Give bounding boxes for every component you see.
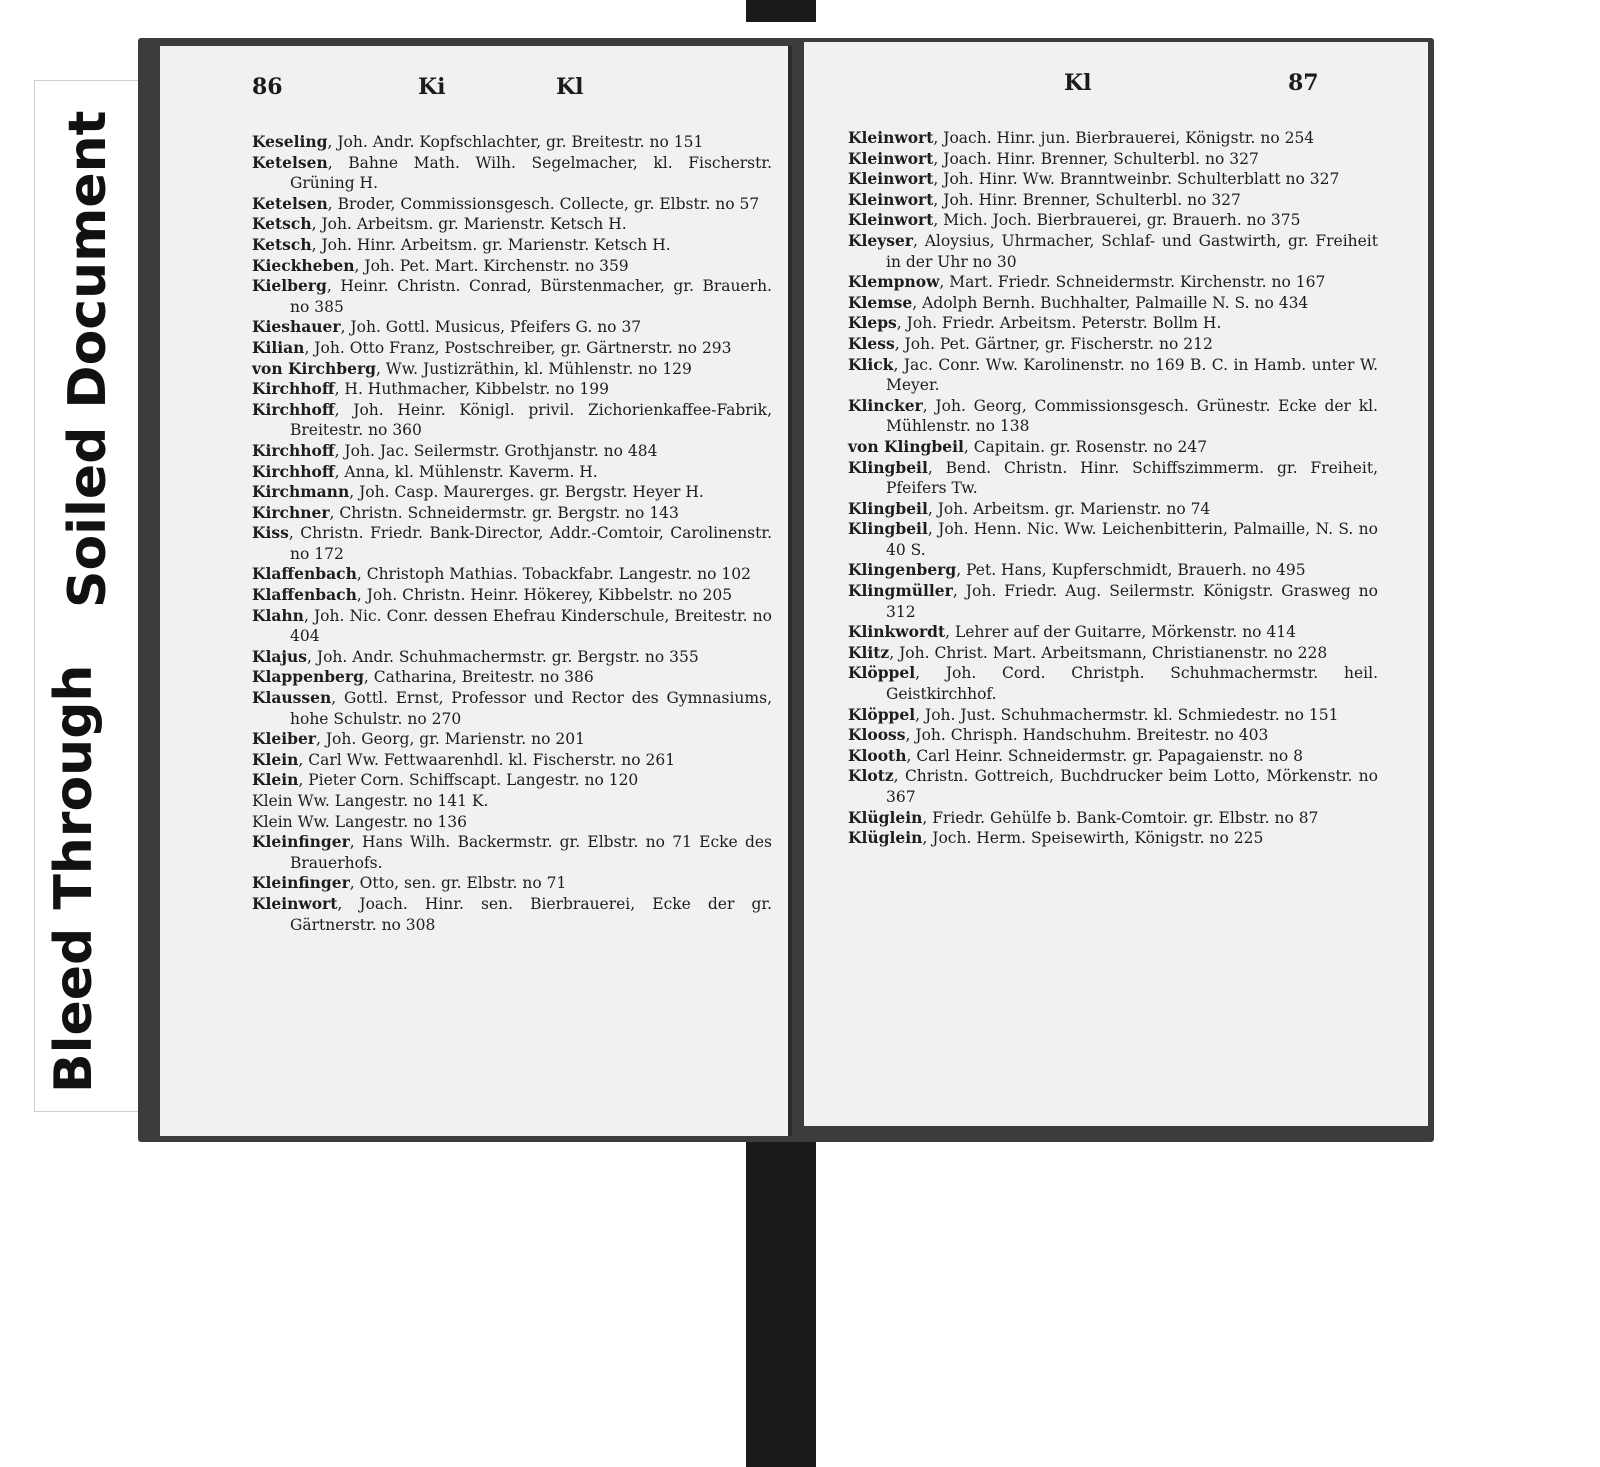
directory-entry: Klöppel, Joh. Cord. Christph. Schuhmachermstr. heil. Geistkirchhof. [848,663,1378,704]
directory-entry: Kirchhoff, Joh. Jac. Seilermstr. Grothjanstr. no 484 [252,440,658,460]
left-entry-list [252,132,772,935]
directory-entry: Kleps, Joh. Friedr. Arbeitsm. Peterstr. Bollm H. [848,313,1222,333]
directory-entry: Klinkwordt, Lehrer auf der Guitarre, Mörkenstr. no 414 [848,622,1297,642]
directory-entry: Klempnow, Mart. Friedr. Schneidermstr. Kirchenstr. no 167 [848,272,1326,292]
directory-entry: Kless, Joh. Pet. Gärtner, gr. Fischerstr. no 212 [848,333,1213,353]
directory-entry: Kleinwort, Joh. Hinr. Ww. Branntweinbr. Schulterblatt no 327 [848,169,1340,189]
directory-entry: Klingenberg, Pet. Hans, Kupferschmidt, Brauerh. no 495 [848,560,1306,580]
directory-entry: Kleinfinger, Otto, sen. gr. Elbstr. no 71 [252,873,567,893]
directory-entry: Klahn, Joh. Nic. Conr. dessen Ehefrau Kinderschule, Breitestr. no 404 [252,605,772,646]
directory-entry: von Klingbeil, Capitain. gr. Rosenstr. no 247 [848,436,1208,456]
directory-entry: Kleinwort, Joach. Hinr. Brenner, Schulterbl. no 327 [848,148,1259,168]
directory-entry: Klein Ww. Langestr. no 141 K. [252,792,489,810]
directory-entry: Kleiber, Joh. Georg, gr. Marienstr. no 201 [252,729,585,749]
directory-entry: Kirchhoff, H. Huthmacher, Kibbelstr. no 199 [252,379,609,399]
directory-entry: Klöppel, Joh. Just. Schuhmachermstr. kl. Schmiedestr. no 151 [848,704,1339,724]
binding-spine-bottom [746,1138,816,1467]
left-page [160,46,792,1136]
directory-entry: Kieckheben, Joh. Pet. Mart. Kirchenstr. no 359 [252,255,629,275]
directory-entry: Klooth, Carl Heinr. Schneidermstr. gr. Papagaienstr. no 8 [848,745,1303,765]
running-head-ki: Ki [418,74,446,100]
directory-entry: Kleinwort, Joach. Hinr. jun. Bierbrauerei, Königstr. no 254 [848,128,1315,147]
right-entry-list [848,128,1378,849]
directory-entry: Kirchmann, Joh. Casp. Maurerges. gr. Bergstr. Heyer H. [252,482,704,502]
directory-entry: Kleyser, Aloysius, Uhrmacher, Schlaf- und Gastwirth, gr. Freiheit in der Uhr no 30 [848,230,1378,271]
directory-entry: Klappenberg, Catharina, Breitestr. no 386 [252,667,594,687]
page-number-right: 87 [1288,70,1319,96]
directory-entry: von Kirchberg, Ww. Justizräthin, kl. Mühlenstr. no 129 [252,358,692,378]
directory-entry: Kielberg, Heinr. Christn. Conrad, Bürstenmacher, gr. Brauerh. no 385 [252,276,772,316]
directory-entry: Ketelsen, Broder, Commissionsgesch. Collecte, gr. Elbstr. no 57 [252,193,760,213]
directory-entry: Klüglein, Joch. Herm. Speisewirth, Königstr. no 225 [848,828,1264,848]
page-number-left: 86 [252,74,283,100]
directory-entry: Klick, Jac. Conr. Ww. Karolinenstr. no 169 B. C. in Hamb. unter W. Meyer. [848,354,1378,395]
directory-entry: Klein Ww. Langestr. no 136 [252,812,467,831]
directory-entry: Kilian, Joh. Otto Franz, Postschreiber, gr. Gärtnerstr. no 293 [252,337,732,357]
directory-entry: Klingbeil, Bend. Christn. Hinr. Schiffszimmerm. gr. Freiheit, Pfeifers Tw. [848,457,1378,498]
directory-entry: Kleinwort, Joh. Hinr. Brenner, Schulterbl. no 327 [848,189,1241,209]
directory-entry: Klaffenbach, Christoph Mathias. Tobackfabr. Langestr. no 102 [252,564,751,584]
soiled-document-label: Soiled Document [58,110,118,608]
binding-spine-top [746,0,816,22]
directory-entry: Klingbeil, Joh. Arbeitsm. gr. Marienstr. no 74 [848,498,1211,518]
directory-entry: Kleinwort, Mich. Joch. Bierbrauerei, gr. Brauerh. no 375 [848,210,1301,230]
directory-entry: Klaussen, Gottl. Ernst, Professor und Rector des Gymnasiums, hohe Schulstr. no 270 [252,688,772,728]
directory-entry: Ketsch, Joh. Hinr. Arbeitsm. gr. Marienstr. Ketsch H. [252,234,671,254]
right-page [804,42,1428,1126]
directory-entry: Klein, Carl Ww. Fettwaarenhdl. kl. Fischerstr. no 261 [252,749,676,769]
directory-entry: Keseling, Joh. Andr. Kopfschlachter, gr. Breitestr. no 151 [252,132,704,151]
directory-entry: Kieshauer, Joh. Gottl. Musicus, Pfeifers G. no 37 [252,317,642,337]
directory-entry: Klajus, Joh. Andr. Schuhmachermstr. gr. Bergstr. no 355 [252,646,699,666]
running-head-kl-right: Kl [1064,70,1092,96]
directory-entry: Klotz, Christn. Gottreich, Buchdrucker beim Lotto, Mörkenstr. no 367 [848,766,1378,806]
directory-entry: Klingmüller, Joh. Friedr. Aug. Seilermstr. Königstr. Grasweg no 312 [848,581,1378,621]
directory-entry: Klemse, Adolph Bernh. Buchhalter, Palmaille N. S. no 434 [848,292,1309,312]
directory-entry: Klitz, Joh. Christ. Mart. Arbeitsmann, Christianenstr. no 228 [848,642,1328,662]
directory-entry: Ketsch, Joh. Arbeitsm. gr. Marienstr. Ketsch H. [252,214,627,234]
directory-entry: Kiss, Christn. Friedr. Bank-Director, Addr.-Comtoir, Carolinenstr. no 172 [252,523,772,563]
directory-entry: Kleinwort, Joach. Hinr. sen. Bierbrauerei, Ecke der gr. Gärtnerstr. no 308 [252,893,772,934]
directory-entry: Kirchhoff, Anna, kl. Mühlenstr. Kaverm. H. [252,461,598,481]
directory-entry: Kirchhoff, Joh. Heinr. Königl. privil. Zichorienkaffee-Fabrik, Breitestr. no 360 [252,399,772,440]
directory-entry: Klein, Pieter Corn. Schiffscapt. Langestr. no 120 [252,770,639,790]
directory-entry: Kirchner, Christn. Schneidermstr. gr. Bergstr. no 143 [252,502,679,522]
directory-entry: Kleinfinger, Hans Wilh. Backermstr. gr. Elbstr. no 71 Ecke des Brauerhofs. [252,832,772,872]
directory-entry: Ketelsen, Bahne Math. Wilh. Segelmacher, kl. Fischerstr. Grüning H. [252,152,772,193]
directory-entry: Klaffenbach, Joh. Christn. Heinr. Hökerey, Kibbelstr. no 205 [252,585,733,605]
directory-entry: Klüglein, Friedr. Gehülfe b. Bank-Comtoir. gr. Elbstr. no 87 [848,807,1319,827]
bleed-through-label: Bleed Through [44,664,104,1093]
directory-entry: Klingbeil, Joh. Henn. Nic. Ww. Leichenbitterin, Palmaille, N. S. no 40 S. [848,519,1378,559]
directory-entry: Klooss, Joh. Chrisph. Handschuhm. Breitestr. no 403 [848,725,1269,745]
running-head-kl-left: Kl [556,74,584,100]
directory-entry: Klincker, Joh. Georg, Commissionsgesch. Grünestr. Ecke der kl. Mühlenstr. no 138 [848,395,1378,436]
